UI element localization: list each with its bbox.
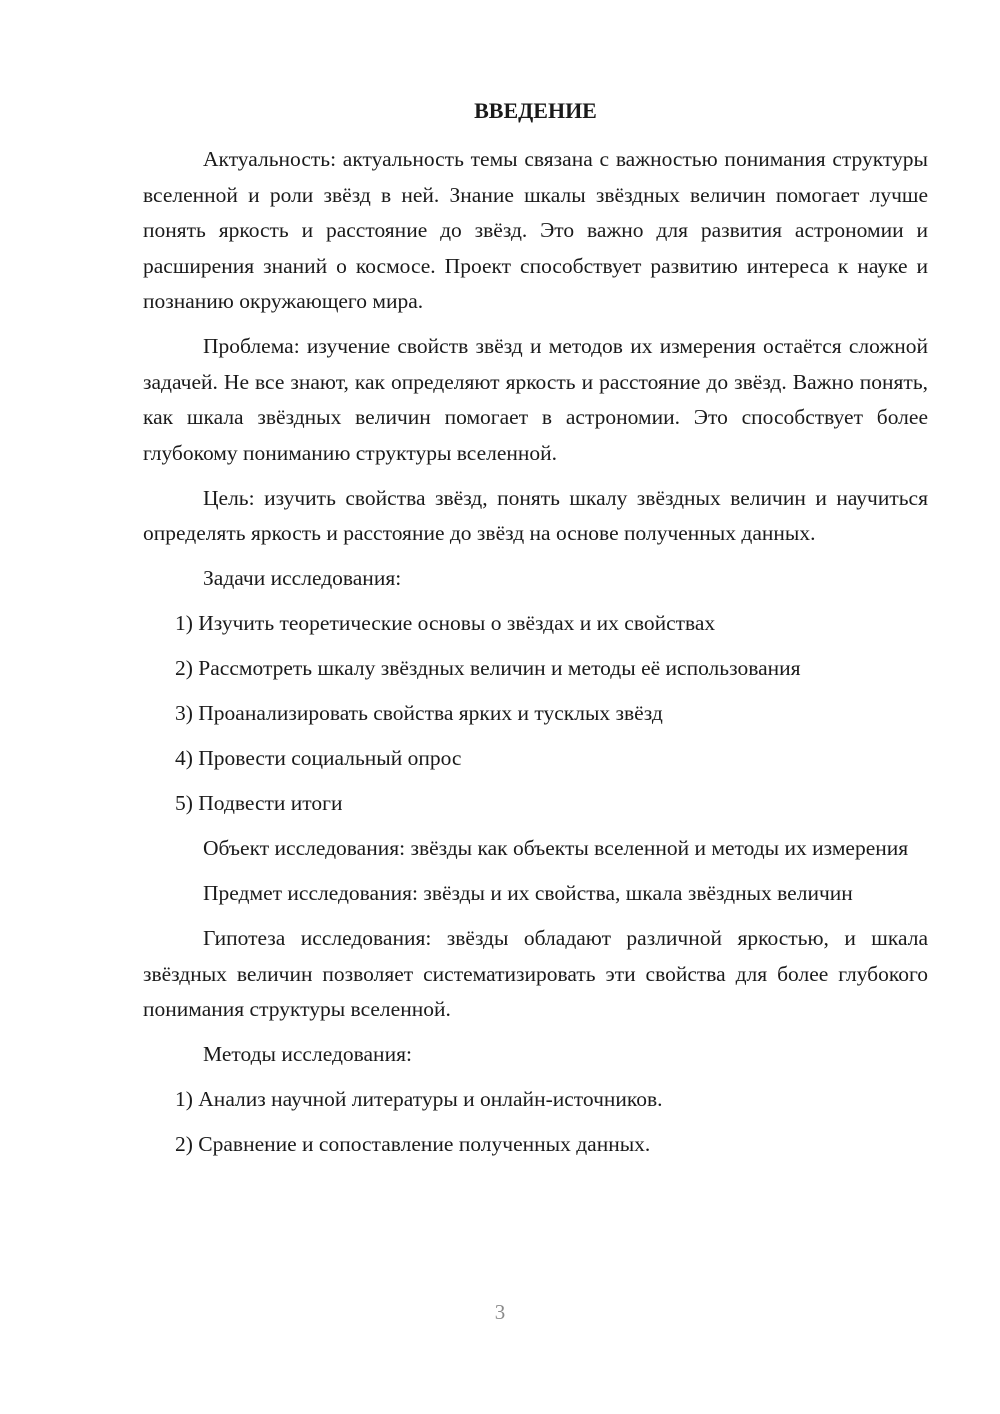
tasks-heading: Задачи исследования: — [203, 566, 402, 590]
subject-paragraph: Предмет исследования: звёзды и их свойства, шкала звёздных величин — [203, 881, 853, 905]
section-heading: ВВЕДЕНИЕ — [474, 98, 597, 123]
page-number: 3 — [494, 1300, 506, 1324]
hypothesis-paragraph: Гипотеза исследования: звёзды обладают различной яркостью, и шкала звёздных величин позволяет систематизировать эти свойства для более глубокого понимания структуры вселенной. — [143, 926, 928, 1021]
list-item: 5) Подвести итоги — [175, 791, 343, 815]
list-item: 3) Проанализировать свойства ярких и тусклых звёзд — [175, 701, 663, 725]
problem-paragraph: Проблема: изучение свойств звёзд и методов их измерения остаётся сложной задачей. Не все знают, как определяют яркость и расстояние до звёзд. Важно понять, как шкала звёздных величин помогает в астрономии. Это способствует более глубокому пониманию структуры вселенной. — [143, 334, 928, 465]
relevance-paragraph: Актуальность: актуальность темы связана с важностью понимания структуры вселенной и роли звёзд в ней. Знание шкалы звёздных величин помогает лучше понять яркость и расстояние до звёзд. Это важно для развития астрономии и расширения знаний о космосе. Проект способствует развитию интереса к науке и познанию окружающего мира. — [143, 147, 928, 313]
list-item: 1) Анализ научной литературы и онлайн-источников. — [175, 1087, 663, 1111]
object-paragraph: Объект исследования: звёзды как объекты вселенной и методы их измерения — [203, 836, 909, 860]
document-body — [143, 142, 928, 1172]
list-item: 2) Сравнение и сопоставление полученных данных. — [175, 1132, 651, 1156]
list-item: 4) Провести социальный опрос — [175, 746, 462, 770]
tasks-list — [143, 606, 928, 822]
list-item: 1) Изучить теоретические основы о звёздах и их свойствах — [175, 611, 716, 635]
goal-paragraph: Цель: изучить свойства звёзд, понять шкалу звёздных величин и научиться определять яркость и расстояние до звёзд на основе полученных данных. — [143, 485, 928, 545]
methods-heading: Методы исследования: — [203, 1042, 412, 1066]
methods-list — [143, 1082, 928, 1163]
list-item: 2) Рассмотреть шкалу звёздных величин и методы её использования — [175, 656, 801, 680]
